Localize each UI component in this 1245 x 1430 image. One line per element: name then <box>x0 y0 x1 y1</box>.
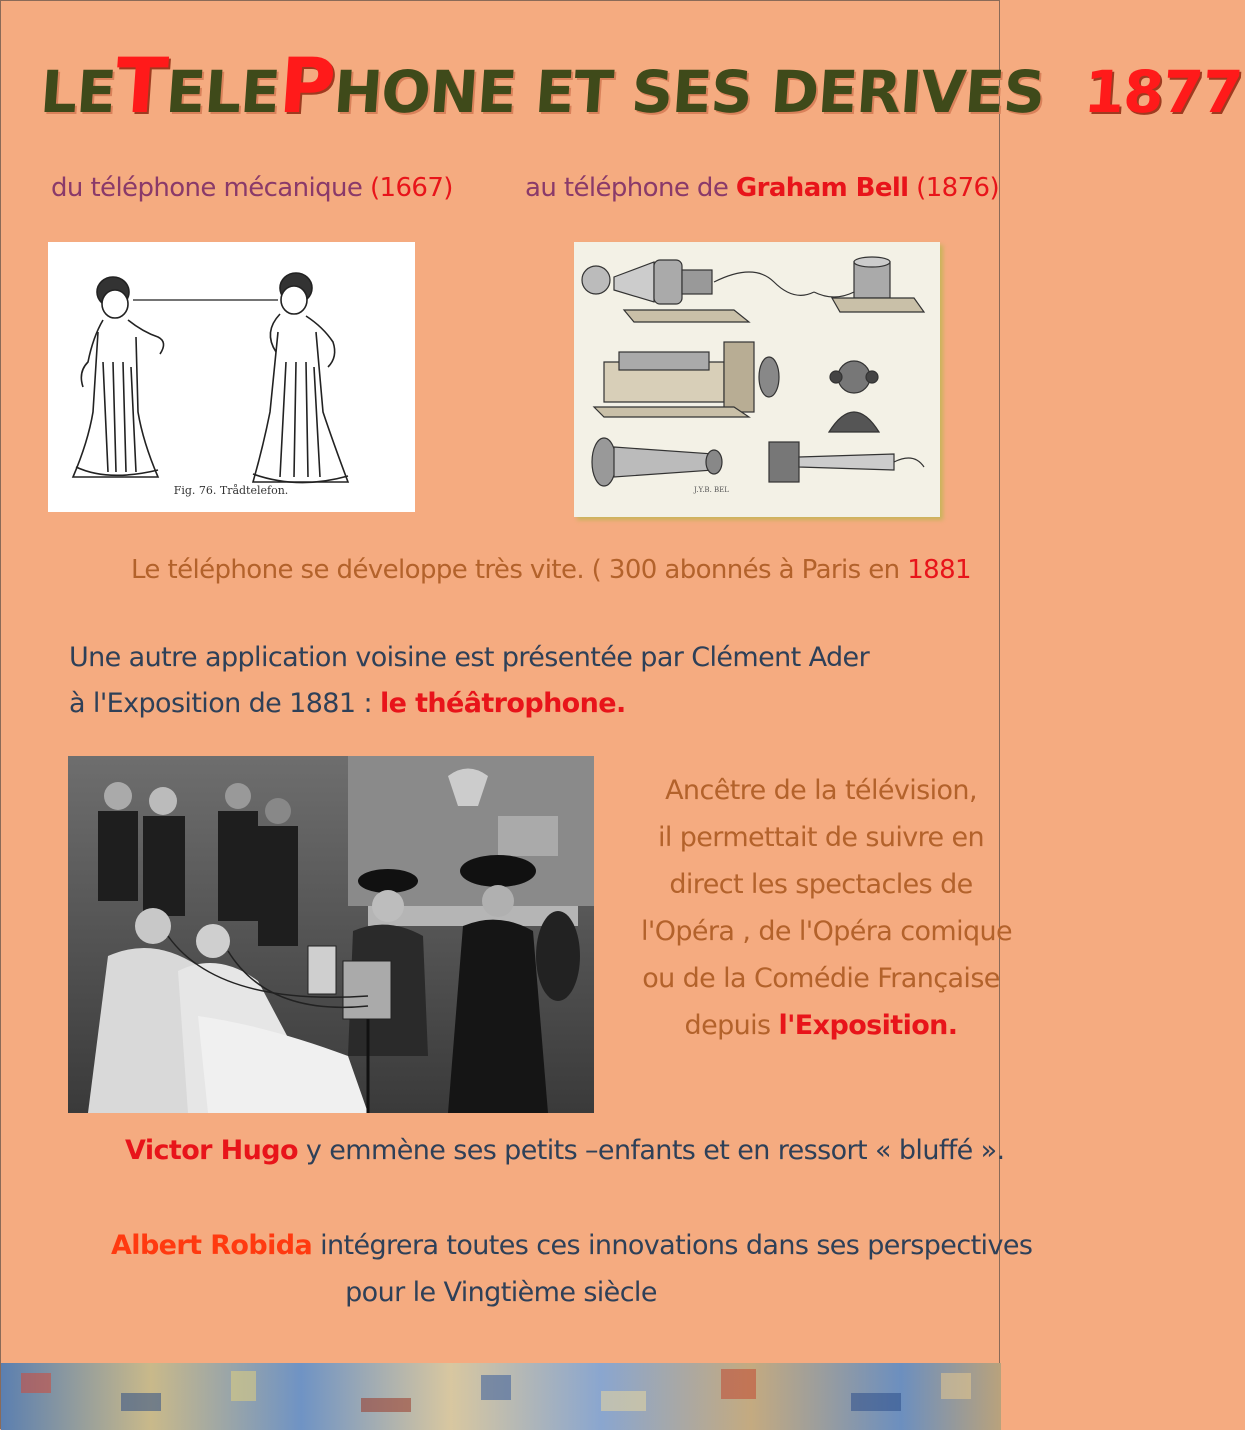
exposition-label: l'Exposition. <box>778 1010 958 1041</box>
theatrophone-engraving <box>68 756 594 1113</box>
ancestor-line: direct les spectacles de <box>669 869 973 900</box>
bell-signature: J.Y.B. BEL <box>694 486 729 494</box>
application-line-1: Une autre application voisine est présentée par Clément Ader <box>69 642 870 673</box>
title-letter-t: T <box>112 41 170 130</box>
ancestor-line: il permettait de suivre en <box>657 822 985 853</box>
title-part-ele: ELE <box>163 58 282 126</box>
caption-bell-year: (1876) <box>908 173 1000 203</box>
ancestor-line: l'Opéra , de l'Opéra comique <box>641 916 1013 947</box>
hugo-line <box>125 1135 1005 1166</box>
theatrophone-drawing <box>68 756 594 1113</box>
string-telephone-drawing <box>48 242 415 512</box>
ancestor-line: ou de la Comédie Française <box>642 963 1000 994</box>
ancestor-last-text: depuis <box>684 1010 779 1041</box>
robida-line-1 <box>111 1230 1032 1261</box>
robida-text: intégrera toutes ces innovations dans ses perspectives <box>312 1230 1033 1261</box>
hugo-text: y emmène ses petits –enfants et en ressort « bluffé ». <box>297 1135 1005 1166</box>
application-line-2-text: à l'Exposition de 1881 : <box>69 688 380 719</box>
bell-telephone-illustration <box>574 242 940 517</box>
caption-bell-text: au téléphone de <box>525 173 736 203</box>
ancestor-last-line <box>641 1002 1001 1049</box>
albert-robida-name: Albert Robida <box>111 1230 313 1261</box>
ancestor-paragraph <box>641 767 1013 1049</box>
ancestor-line: Ancêtre de la télévision, <box>665 775 977 806</box>
title-part-rest: HONE ET SES DERIVES <box>331 58 1047 126</box>
development-line <box>131 555 971 585</box>
caption-mechanical-text: du téléphone mécanique <box>51 173 370 203</box>
string-telephone-illustration <box>48 242 415 512</box>
title-year: 1877 <box>1081 58 1244 126</box>
string-telephone-caption: Fig. 76. Trådtelefon. <box>173 484 289 497</box>
title-letter-p: P <box>276 41 338 130</box>
development-text: Le téléphone se développe très vite. ( 300 abonnés à Paris en <box>131 555 908 585</box>
theatrophone-label: le théâtrophone. <box>379 688 626 719</box>
victor-hugo-name: Victor Hugo <box>125 1135 298 1166</box>
caption-mechanical <box>51 173 453 203</box>
robida-line-2: pour le Vingtième siècle <box>345 1277 657 1308</box>
application-line-2 <box>69 688 626 719</box>
caption-bell-name: Graham Bell <box>735 173 909 203</box>
development-year: 1881 <box>907 555 971 585</box>
caption-bell <box>525 173 999 203</box>
title-part-le: LE <box>38 58 118 126</box>
caption-mechanical-year: (1667) <box>369 173 453 203</box>
decorative-painting-strip <box>1 1363 1001 1430</box>
bell-telephone-drawing <box>574 242 940 517</box>
page-title <box>38 41 1244 131</box>
